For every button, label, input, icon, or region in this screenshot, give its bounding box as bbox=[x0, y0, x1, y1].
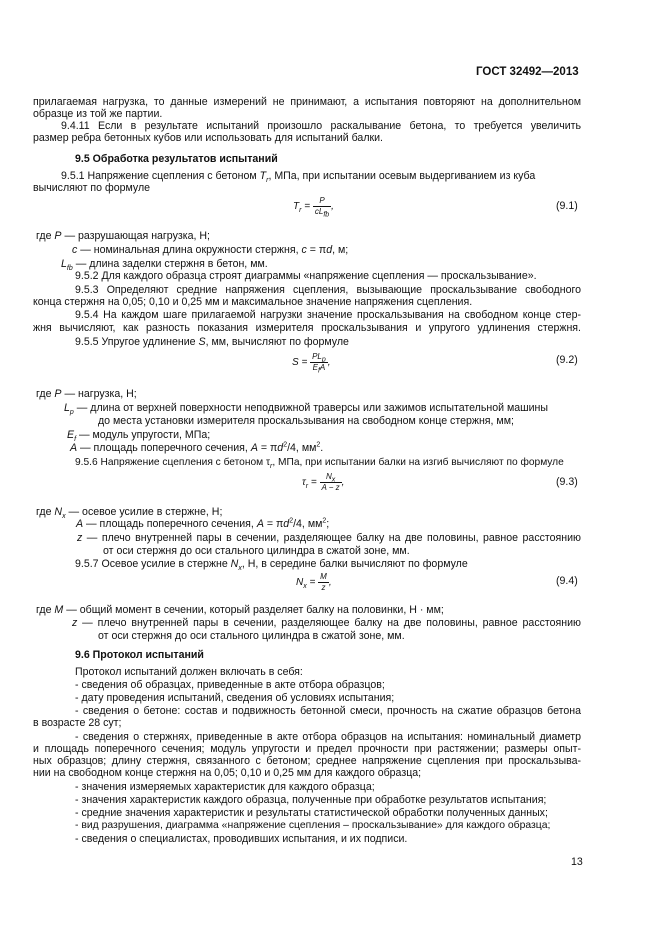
para-line: 9.5.5 Упругое удлинение S, мм, вычисляют по формуле bbox=[75, 336, 349, 348]
formula-9-4: $N_x$ = $\frac{M}{z}$ , bbox=[296, 572, 332, 592]
para-line: размер ребра бетонных кубов или использовать для испытаний балки. bbox=[33, 132, 383, 144]
para-line: 9.5.7 Осевое усилие в стержне $N_x$, Н, в середине балки вычисляют по формуле bbox=[75, 558, 468, 573]
equation-number: (9.4) bbox=[556, 575, 578, 587]
para-line: вычисляют по формуле bbox=[33, 182, 151, 194]
where-line: z — плечо внутренней пары в сечении, разделяющее балку на две половины, равное расстоянию bbox=[72, 617, 581, 629]
list-item: - дату проведения испытаний, сведения об условиях испытания; bbox=[75, 692, 395, 704]
list-item: - значения характеристик каждого образца, полученные при обработке результатов испытания; bbox=[75, 794, 547, 806]
where-line: $L_p$ — длина от верхней поверхности неподвижной траверсы или зажимов испытательной машины bbox=[64, 402, 549, 417]
page-number: 13 bbox=[571, 856, 583, 868]
formula-9-2: S = $\frac{PL_p}{E_fA}$ , bbox=[292, 352, 331, 375]
page-header: ГОСТ 32492—2013 bbox=[476, 66, 579, 78]
where-line: от оси стержня до оси стального цилиндра в сжатой зоне, мм. bbox=[103, 545, 410, 557]
para-line: 9.5.3 Определяют средние напряжения сцепления, вызывающие проскальзывание свободного bbox=[75, 284, 581, 296]
where-line: где M — общий момент в сечении, который разделяет балку на половинки, Н · мм; bbox=[36, 604, 444, 616]
list-item: - вид разрушения, диаграмма «напряжение сцепления – проскальзывание» для каждого образца; bbox=[75, 820, 551, 831]
equation-number: (9.3) bbox=[556, 476, 578, 488]
list-item: и площадь поперечного сечения; модуль упругости и предел прочности при растяжении; размеры опыт- bbox=[33, 743, 581, 755]
formula-9-1: $T_r$ = $\frac{P}{cL_{fb}}$ , bbox=[293, 196, 334, 219]
para-line: 9.5.6 Напряжение сцепления с бетоном $\tau_r$, МПа, при испытании балки на изгиб вычисляют по формуле bbox=[75, 457, 564, 471]
where-line: где $N_x$ — осевое усилие в стержне, Н; bbox=[36, 506, 223, 521]
para-line: 9.5.4 На каждом шаге прилагаемой нагрузки значение проскальзывания на свободном конце стер- bbox=[75, 309, 581, 321]
para-line: 9.5.1 Напряжение сцепления с бетоном $T_r$, МПа, при испытании осевым выдергиванием из куба bbox=[61, 170, 536, 185]
list-item: - сведения об образцах, приведенные в акте отбора образцов; bbox=[75, 679, 385, 691]
where-line: c — номинальная длина окружности стержня, c = πd, м; bbox=[72, 244, 349, 256]
list-item: - сведения о стержнях, приведенные в акте отбора образцов на испытания: номинальный диаметр bbox=[75, 731, 581, 743]
list-item: нии на свободном конце стержня на 0,05; 0,10 и 0,25 мм для каждого образца; bbox=[33, 767, 422, 779]
list-item: ных образцов; длину стержня, связанного с бетоном; среднее напряжение сцепления при проскальзыва- bbox=[33, 755, 581, 767]
para-line: 9.4.11 Если в результате испытаний произошло раскалывание бетона, то требуется увеличить bbox=[61, 120, 581, 132]
where-line: z — плечо внутренней пары в сечении, разделяющее балку на две половины, равное расстоянию bbox=[77, 532, 581, 544]
list-item: - сведения о специалистах, проводивших испытания, и их подписи. bbox=[75, 833, 408, 845]
para-line: Протокол испытаний должен включать в себя: bbox=[75, 666, 303, 678]
equation-number: (9.1) bbox=[556, 200, 578, 212]
para-line: прилагаемая нагрузка, то данные измерений не принимают, а испытания повторяют на дополнительном bbox=[33, 96, 581, 108]
where-line: до места установки измерителя проскальзывания на свободном конце стержня, мм; bbox=[98, 415, 514, 427]
list-item: - сведения о бетоне: состав и подвижность бетонной смеси, прочность на сжатие образцов бетона bbox=[75, 705, 581, 717]
where-line: $L_{fb}$ — длина заделки стержня в бетон, мм. bbox=[61, 258, 268, 273]
list-item: в возрасте 28 сут; bbox=[33, 717, 122, 729]
equation-number: (9.2) bbox=[556, 354, 578, 366]
para-line: конца стержня на 0,05; 0,10 и 0,25 мм и максимальное значение напряжения сцепления. bbox=[33, 296, 473, 308]
where-line: где P — нагрузка, Н; bbox=[36, 388, 137, 400]
para-line: жня вычисляют, как разность показания измерителя проскальзывания и упругого удлинения стержня. bbox=[33, 322, 581, 334]
list-item: - средние значения характеристик и результаты статистической обработки полученных данных; bbox=[75, 807, 548, 819]
formula-9-3: $\tau_r$ = $\frac{N_x}{A - z}$ , bbox=[302, 472, 345, 492]
where-line: A — площадь поперечного сечения, $A = \pi d^2/4$, $мм^2$. bbox=[70, 441, 324, 454]
list-item: - значения измеряемых характеристик для каждого образца; bbox=[75, 781, 375, 793]
where-line: где P — разрушающая нагрузка, Н; bbox=[36, 230, 210, 242]
para-line: 9.5.2 Для каждого образца строят диаграммы «напряжение сцепления — проскальзывание». bbox=[75, 270, 537, 282]
section-heading-9-6: 9.6 Протокол испытаний bbox=[75, 649, 204, 661]
where-line: от оси стержня до оси стального цилиндра в сжатой зоне, мм. bbox=[98, 630, 405, 642]
where-line: A — площадь поперечного сечения, $A = \pi d^2/4$, $мм^2$; bbox=[76, 517, 330, 530]
section-heading-9-5: 9.5 Обработка результатов испытаний bbox=[75, 153, 278, 165]
para-line: образце из той же партии. bbox=[33, 108, 163, 120]
where-line: $E_f$ — модуль упругости, МПа; bbox=[67, 429, 211, 444]
